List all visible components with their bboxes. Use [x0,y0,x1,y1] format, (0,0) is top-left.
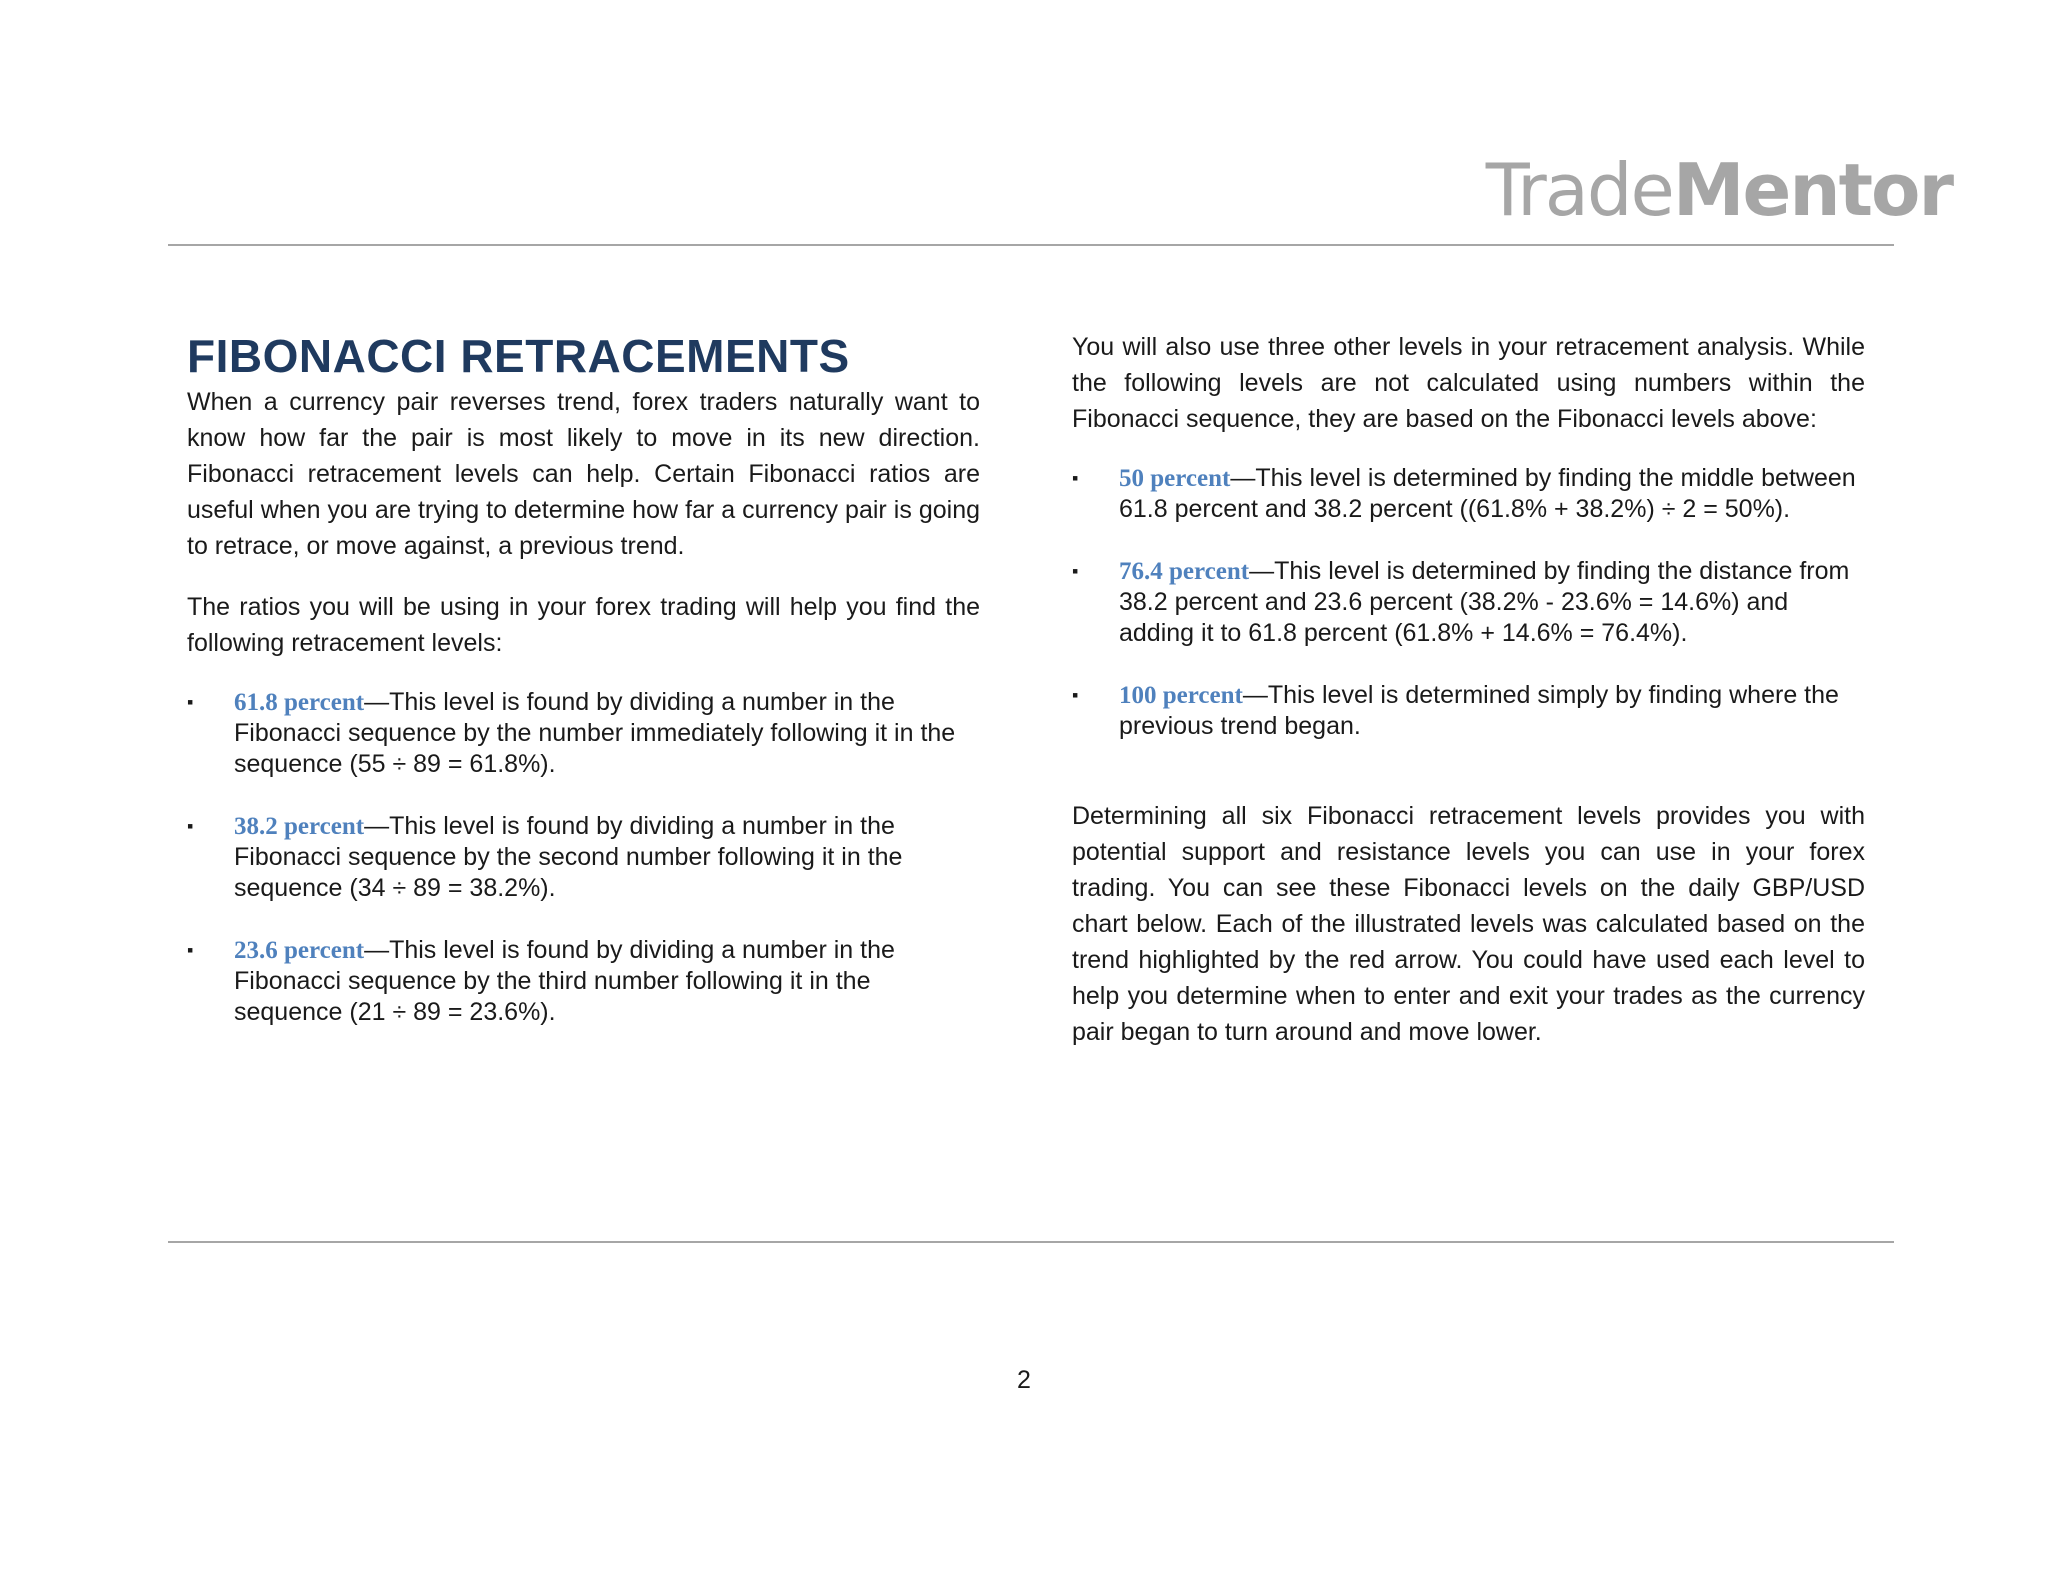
square-bullet-icon: ▪ [1072,685,1079,705]
level-name: 61.8 percent [234,689,365,716]
list-item-38-2 [187,811,980,904]
level-name: 100 percent [1119,682,1243,709]
right-column [1072,329,1865,1050]
footer-divider [168,1241,1894,1243]
level-description: —This level is determined by finding the distance from 38.2 percent and 23.6 percent (38.2% - 23.6% = 14.6%) and adding it to 61.8 percent (61.8% + 14.6% = 76.4%). [1119,557,1850,647]
level-name: 23.6 percent [234,937,365,964]
header-divider [168,244,1894,246]
level-description: —This level is found by dividing a number in the Fibonacci sequence by the second number following it in the sequence (34 ÷ 89 = 38.2%). [234,812,903,902]
additional-levels-paragraph: You will also use three other levels in your retracement analysis. While the following levels are not calculated using numbers within the Fibonacci sequence, they are based on the Fibonacci levels above: [1072,333,1865,433]
square-bullet-icon: ▪ [1072,561,1079,581]
level-name: 76.4 percent [1119,558,1250,585]
closing-paragraph: Determining all six Fibonacci retracement levels provides you with potential support and resistance levels you can use in your forex trading. You can see these Fibonacci levels on the daily GBP/USD chart below. Each of the illustrated levels was calculated based on the trend highlighted by the red arrow. You could have used each level to help you determine when to enter and exit your trades as the currency pair began to turn around and move lower. [1072,802,1865,1046]
square-bullet-icon: ▪ [187,692,194,712]
left-column [187,328,980,1028]
level-name: 38.2 percent [234,813,365,840]
square-bullet-icon: ▪ [187,940,194,960]
ratios-paragraph: The ratios you will be using in your forex trading will help you find the following retracement levels: [187,593,980,657]
logo-mentor-text: Mentor [1672,148,1952,232]
list-item-100 [1072,680,1865,742]
fibonacci-levels-list [187,687,980,1028]
level-name: 50 percent [1119,465,1231,492]
level-description: —This level is found by dividing a number in the Fibonacci sequence by the number immediately following it in the sequence (55 ÷ 89 = 61.8%). [234,688,956,778]
square-bullet-icon: ▪ [1072,468,1079,488]
list-item-61-8 [187,687,980,780]
list-item-23-6 [187,935,980,1028]
page-number: 2 [1017,1366,1031,1394]
list-item-76-4 [1072,556,1865,649]
page-title: FIBONACCI RETRACEMENTS [187,330,850,382]
level-description: —This level is determined by finding the middle between 61.8 percent and 38.2 percent ((61.8% + 38.2%) ÷ 2 = 50%). [1119,464,1856,523]
level-description: —This level is found by dividing a number in the Fibonacci sequence by the third number following it in the sequence (21 ÷ 89 = 23.6%). [234,936,895,1026]
list-item-50 [1072,463,1865,525]
square-bullet-icon: ▪ [187,816,194,836]
intro-paragraph: When a currency pair reverses trend, forex traders naturally want to know how far the pair is most likely to move in its new direction. Fibonacci retracement levels can help. Certain Fibonacci ratios are useful when you are trying to determine how far a currency pair is going to retrace, or move against, a previous trend. [187,388,980,560]
tradementor-logo [1486,150,1952,230]
derived-levels-list [1072,463,1865,742]
logo-trade-text: Trade [1485,148,1673,232]
level-description: —This level is determined simply by finding where the previous trend began. [1119,681,1839,740]
